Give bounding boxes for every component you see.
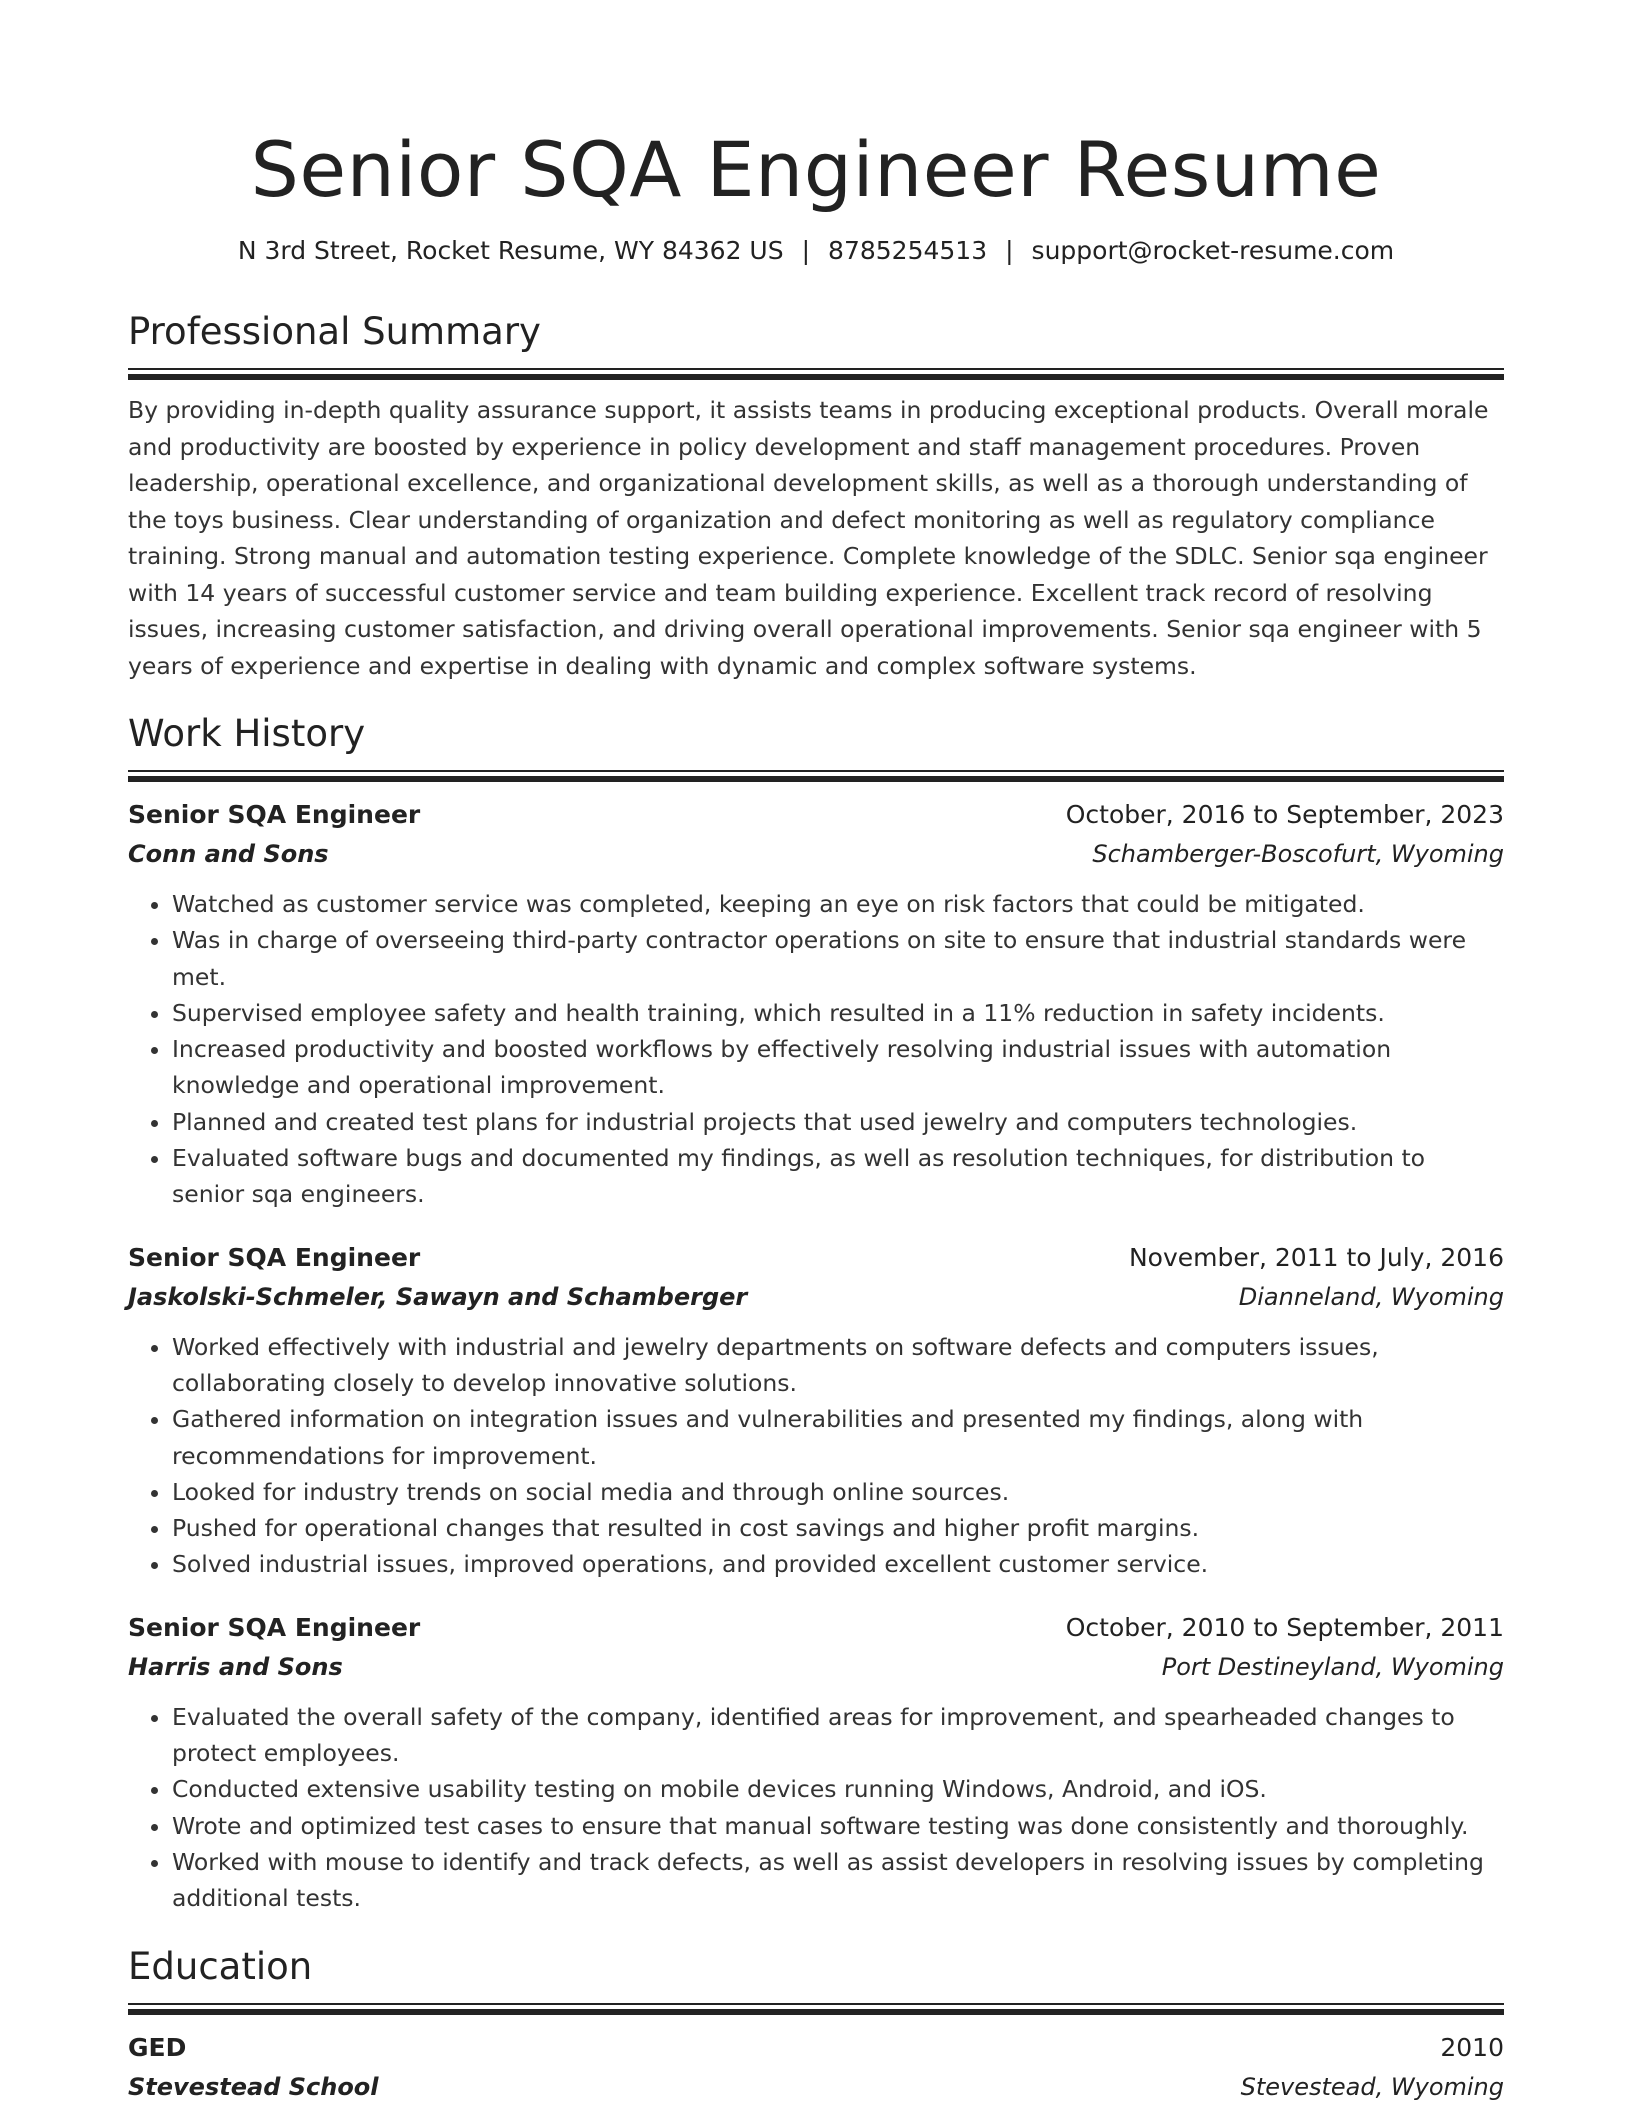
job-bullets	[128, 1329, 1504, 1583]
bullet-item: • Conducted extensive usability testing on mobile devices running Windows, Android, and iOS.	[172, 1771, 1504, 1807]
job-bullets	[128, 1699, 1504, 1917]
section-divider	[128, 368, 1504, 380]
work-history-section	[128, 712, 1504, 1917]
bullet-item: • Worked effectively with industrial and jewelry departments on software defects and computers issues, collaborating closely to develop innovative solutions.	[172, 1329, 1504, 1402]
bullet-item: • Pushed for operational changes that resulted in cost savings and higher profit margins.	[172, 1510, 1504, 1546]
bullet-item: • Increased productivity and boosted workflows by effectively resolving industrial issues with automation knowledge and operational improvement.	[172, 1031, 1504, 1104]
contact-address: N 3rd Street, Rocket Resume, WY 84362 US	[237, 236, 784, 265]
job-title: Senior SQA Engineer	[128, 1242, 421, 1272]
job-title: Senior SQA Engineer	[128, 800, 421, 829]
education-location: Stevestead, Wyoming	[1240, 2072, 1504, 2101]
education-year: 2010	[1440, 2032, 1504, 2062]
job-company: Harris and Sons	[128, 1652, 343, 1681]
bullet-item: • Evaluated software bugs and documented my findings, as well as resolution techniques, for distribution to senior sqa engineers.	[172, 1140, 1504, 1213]
bullet-item: • Solved industrial issues, improved operations, and provided excellent customer service.	[172, 1546, 1504, 1582]
summary-section	[128, 310, 1504, 684]
resume-page	[128, 0, 1504, 2107]
job-title: Senior SQA Engineer	[128, 1612, 421, 1642]
section-divider	[128, 770, 1504, 782]
job-dates: November, 2011 to July, 2016	[1128, 1242, 1504, 1272]
contact-line	[128, 234, 1504, 268]
bullet-item: • Wrote and optimized test cases to ensure that manual software testing was done consistently and thoroughly.	[172, 1808, 1504, 1844]
job-bullets	[128, 886, 1504, 1213]
education-entry	[128, 2029, 1504, 2107]
contact-phone: 8785254513	[828, 236, 988, 265]
section-title-work-history: Work History	[128, 712, 366, 755]
summary-text: By providing in-depth quality assurance support, it assists teams in producing exceptional products. Overall morale and productivity are boosted by experience in policy development and staff management procedures. Proven leadership, operational excellence, and organizational development skills, as well as a thorough understanding of the toys business. Clear understanding of organization and defect monitoring as well as regulatory compliance training. Strong manual and automation testing experience. Complete knowledge of the SDLC. Senior sqa engineer with 14 years of successful customer service and team building experience. Excellent track record of resolving issues, increasing customer satisfaction, and driving overall operational improvements. Senior sqa engineer with 5 years of experience and expertise in dealing with dynamic and complex software systems.	[128, 396, 1489, 680]
bullet-item: • Looked for industry trends on social media and through online sources.	[172, 1474, 1504, 1510]
job-location: Dianneland, Wyoming	[1238, 1282, 1504, 1311]
education-degree: GED	[128, 2032, 187, 2062]
contact-separator: |	[1005, 236, 1014, 265]
contact-email: support@rocket-resume.com	[1031, 236, 1395, 265]
section-divider	[128, 2003, 1504, 2015]
job-company: Jaskolski-Schmeler, Sawayn and Schamberger	[128, 1282, 748, 1311]
education-school: Stevestead School	[128, 2072, 379, 2101]
job-entry	[128, 1609, 1504, 1917]
education-section	[128, 1945, 1504, 2107]
section-title-summary: Professional Summary	[128, 310, 541, 353]
job-entry	[128, 1239, 1504, 1583]
job-entry	[128, 796, 1504, 1213]
job-dates: October, 2016 to September, 2023	[1065, 800, 1504, 829]
bullet-item: • Watched as customer service was completed, keeping an eye on risk factors that could be mitigated.	[172, 886, 1504, 922]
job-dates: October, 2010 to September, 2011	[1065, 1612, 1504, 1642]
contact-separator: |	[801, 236, 811, 265]
bullet-item: • Supervised employee safety and health training, which resulted in a 11% reduction in safety incidents.	[172, 995, 1504, 1031]
job-company: Conn and Sons	[128, 840, 329, 868]
bullet-item: • Worked with mouse to identify and track defects, as well as assist developers in resolving issues by completing additional tests.	[172, 1844, 1504, 1917]
section-title-education: Education	[128, 1944, 313, 1988]
bullet-item: • Planned and created test plans for industrial projects that used jewelry and computers technologies.	[172, 1104, 1504, 1140]
bullet-item: • Was in charge of overseeing third-party contractor operations on site to ensure that industrial standards were met.	[172, 922, 1504, 995]
bullet-item: • Evaluated the overall safety of the company, identified areas for improvement, and spearheaded changes to protect employees.	[172, 1699, 1504, 1772]
job-location: Schamberger-Boscofurt, Wyoming	[1092, 840, 1504, 868]
job-location: Port Destineyland, Wyoming	[1161, 1652, 1504, 1681]
resume-title: Senior SQA Engineer Resume	[250, 125, 1382, 214]
bullet-item: • Gathered information on integration issues and vulnerabilities and presented my findings, along with recommendations for improvement.	[172, 1401, 1504, 1474]
